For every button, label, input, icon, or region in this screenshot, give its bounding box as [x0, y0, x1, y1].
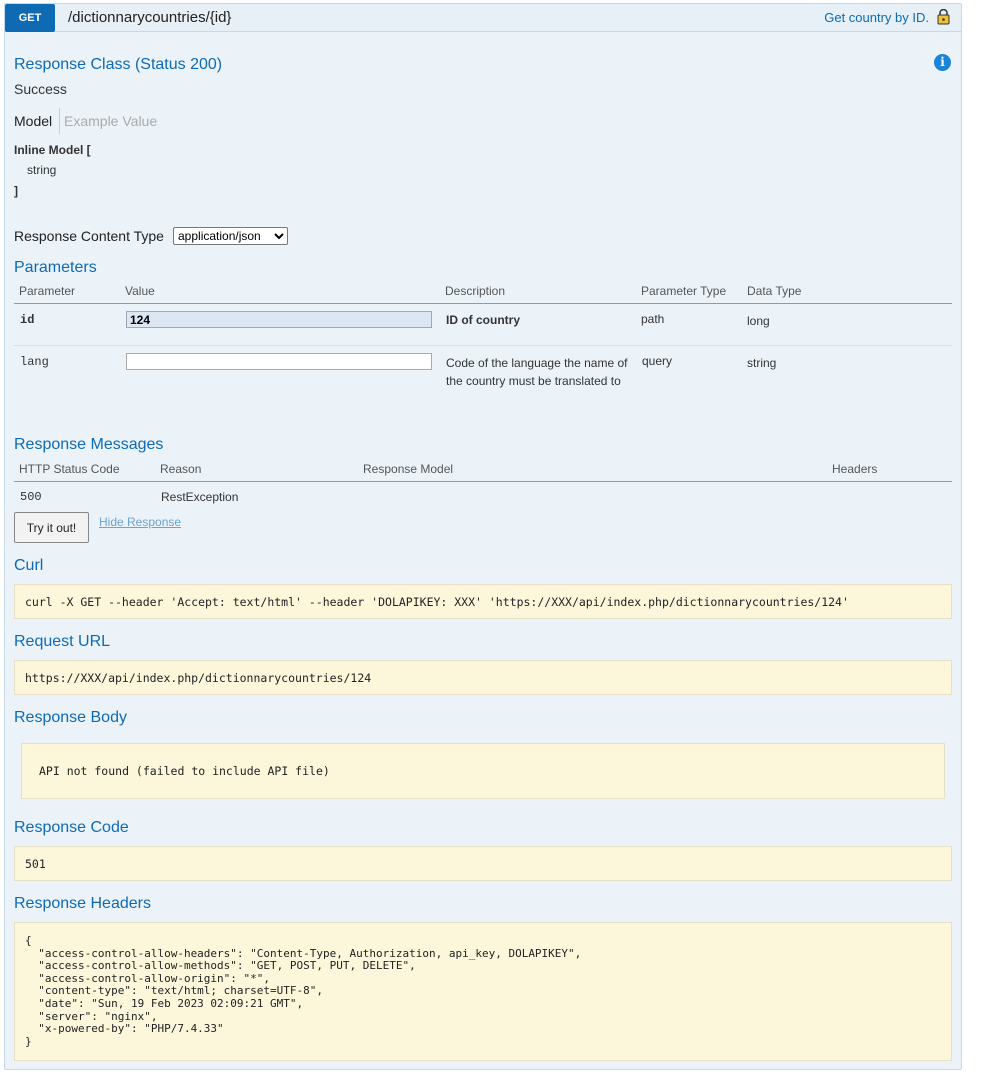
param-id-type: path — [641, 312, 665, 326]
msg-code: 500 — [20, 490, 42, 504]
response-messages-title: Response Messages — [14, 436, 164, 453]
msg-header-rule — [14, 481, 952, 482]
response-code-value[interactable]: 501 — [14, 846, 952, 881]
response-headers-box[interactable] — [14, 922, 952, 1061]
try-it-out-button[interactable]: Try it out! — [14, 512, 89, 543]
msg-col-reason: Reason — [160, 462, 202, 476]
param-lang-datatype: string — [747, 356, 777, 370]
param-id-description: ID of country — [446, 313, 520, 327]
response-headers-title: Response Headers — [14, 895, 151, 912]
param-lang-type: query — [642, 354, 673, 368]
info-icon[interactable]: i — [934, 54, 951, 71]
param-name-lang: lang — [20, 355, 49, 369]
msg-col-headers: Headers — [832, 462, 878, 476]
parameters-title: Parameters — [14, 259, 97, 276]
param-lang-input[interactable] — [126, 353, 432, 370]
operation-heading[interactable] — [5, 4, 961, 32]
param-col-datatype: Data Type — [747, 284, 802, 298]
http-verb-badge[interactable]: GET — [5, 4, 55, 32]
request-url-title: Request URL — [14, 633, 111, 650]
curl-title: Curl — [14, 557, 44, 574]
param-col-type: Parameter Type — [641, 284, 727, 298]
tab-example-value[interactable]: Example Value — [64, 113, 158, 129]
request-url-value[interactable]: https://XXX/api/index.php/dictionnarycountries/124 — [14, 660, 952, 695]
param-col-description: Description — [445, 284, 506, 298]
model-signature-close: ] — [14, 184, 18, 198]
param-col-value: Value — [125, 284, 155, 298]
param-id-datatype: long — [747, 314, 770, 328]
response-body-title: Response Body — [14, 709, 127, 726]
msg-reason: RestException — [161, 490, 239, 504]
response-code-title: Response Code — [14, 819, 129, 836]
lock-icon[interactable] — [935, 9, 951, 25]
hide-response-link[interactable]: Hide Response — [99, 515, 182, 529]
msg-col-model: Response Model — [363, 462, 454, 476]
param-lang-description: Code of the language the name of the country must be translated to — [446, 356, 628, 388]
param-id-input[interactable] — [126, 311, 432, 328]
param-header-rule — [14, 303, 952, 304]
msg-col-code: HTTP Status Code — [19, 462, 120, 476]
param-col-parameter: Parameter — [19, 284, 76, 298]
model-signature-open: Inline Model [ — [14, 143, 91, 157]
tab-model[interactable]: Model — [14, 113, 53, 129]
content-type-select[interactable] — [173, 227, 288, 245]
tab-divider — [59, 108, 60, 134]
param-name-id: id — [20, 313, 35, 327]
response-headers-value: { "access-control-allow-headers": "Content-Type, Authorization, api_key, DOLAPIKEY", "access-control-allow-methods": "GET, POST, PUT, DELETE", "access-control-allow-origin": "*", "content-type": "text/html; charset=UTF-8", "date": "Sun, 19 Feb 2023 02:09:21 GMT", "server": "nginx", "x-powered-by": "PHP/7.4.33" } — [25, 934, 582, 1048]
endpoint-summary[interactable]: Get country by ID. — [824, 10, 929, 25]
response-status: Success — [14, 81, 67, 97]
content-type-label: Response Content Type — [14, 228, 164, 244]
row-divider — [14, 345, 952, 346]
response-class-title: Response Class (Status 200) — [14, 56, 223, 73]
operation-panel — [4, 3, 962, 1070]
curl-command[interactable]: curl -X GET --header 'Accept: text/html' --header 'DOLAPIKEY: XXX' 'https://XXX/api/index.php/dictionnarycountries/124' — [14, 584, 952, 619]
model-type: string — [27, 163, 57, 177]
response-body-value[interactable]: API not found (failed to include API file) — [21, 743, 945, 799]
endpoint-path[interactable]: /dictionnarycountries/{id} — [68, 9, 232, 26]
